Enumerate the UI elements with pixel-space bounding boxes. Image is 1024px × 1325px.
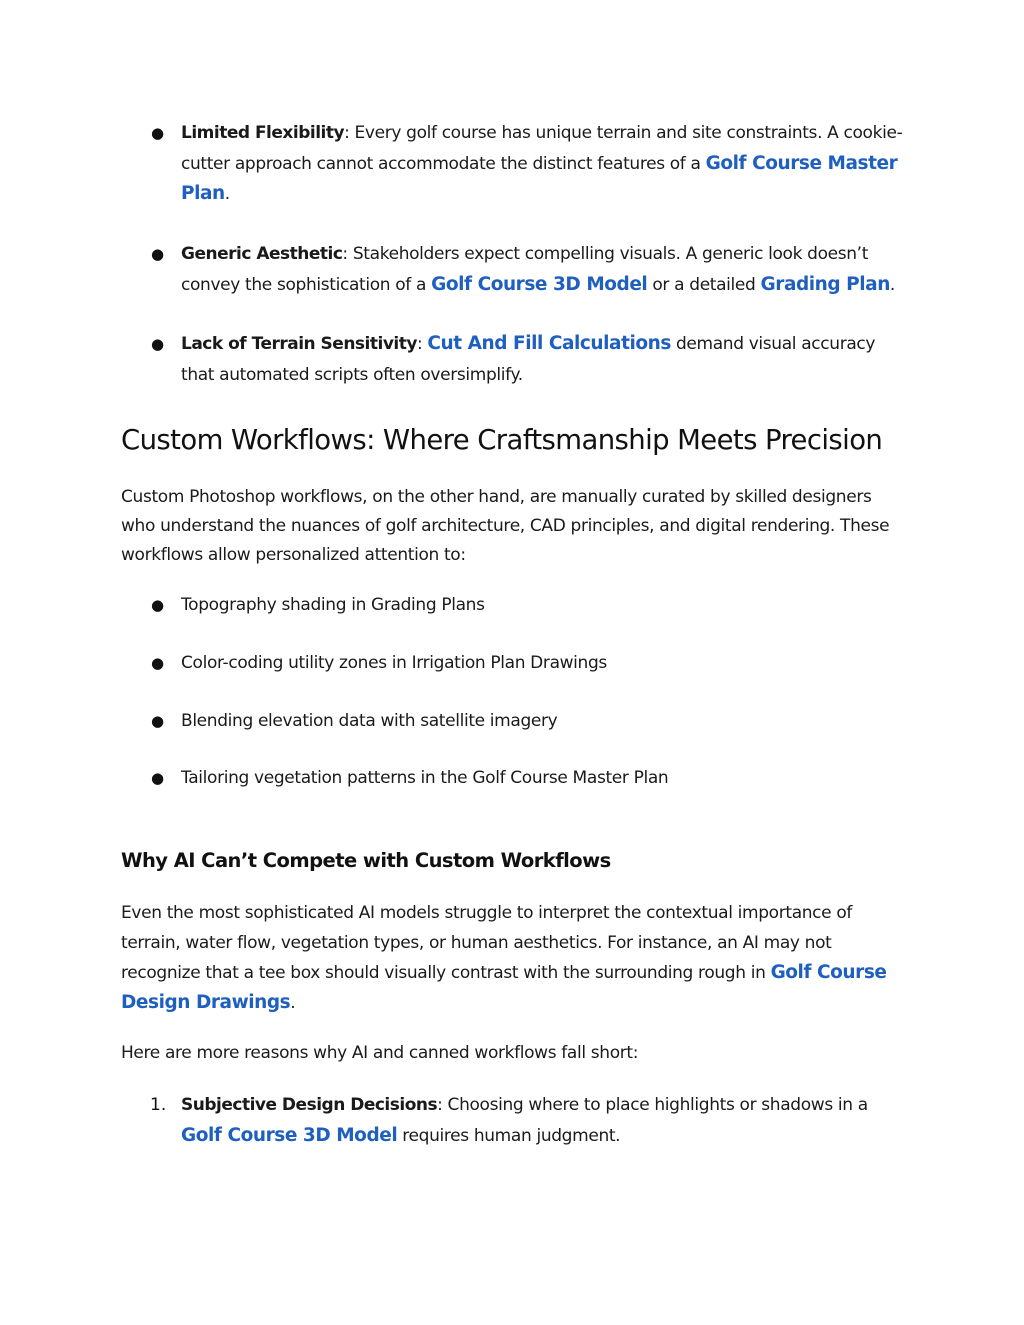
list-item-generic-aesthetic [181,239,903,300]
list-item-text: demand visual accuracy that automated scripts often oversimplify. [181,334,876,385]
list-bullet: ● [151,712,165,730]
list-item-term: Generic Aesthetic [181,244,343,264]
term-colon: : [342,244,348,264]
list-item-terrain-sensitivity [181,329,903,390]
list-item: Blending elevation data with satellite imagery [181,711,558,731]
list-item-text: or a detailed [647,274,761,295]
golf-course-design-drawings-link[interactable]: Golf Course Design Drawings [121,962,887,1013]
term-colon: : [437,1095,443,1115]
golf-course-3d-model-link[interactable]: Golf Course 3D Model [181,1124,398,1146]
why-paragraph [121,898,903,1018]
section-heading-why-ai: Why AI Can’t Compete with Custom Workflows [121,849,611,872]
paragraph-text: Even the most sophisticated AI models struggle to interpret the contextual importance of terrain, water flow, vegetation types, or human aesthetics. For instance, an AI may not recognize that a tee box should visually contrast with the surrounding rough in [121,903,853,983]
list-bullet: ● [151,124,165,142]
list-item-text: Stakeholders expect compelling visuals. A generic look doesn’t convey the sophistication of a [181,244,869,295]
reasons-intro-paragraph: Here are more reasons why AI and canned workflows fall short: [121,1043,639,1063]
cut-and-fill-calculations-link[interactable]: Cut And Fill Calculations [427,333,671,354]
term-colon: : [416,334,423,354]
list-number: 1. [150,1095,167,1115]
list-item-text: . [224,184,230,204]
section-heading-custom-workflows: Custom Workflows: Where Craftsmanship Meets Precision [121,424,883,456]
list-bullet: ● [151,245,165,263]
custom-intro-paragraph: Custom Photoshop workflows, on the other hand, are manually curated by skilled designers who understand the nuances of golf architecture, CAD principles, and digital rendering. These workflows allow personalized attention to: [121,487,890,565]
grading-plan-link[interactable]: Grading Plan [760,273,890,295]
list-bullet: ● [151,769,165,787]
list-item: Tailoring vegetation patterns in the Golf Course Master Plan [181,768,669,788]
term-colon: : [344,123,350,143]
list-item-subjective-design [181,1090,903,1151]
list-item-term: Subjective Design Decisions [181,1095,438,1115]
list-item: Color-coding utility zones in Irrigation Plan Drawings [181,653,607,673]
paragraph-text: . [290,993,296,1013]
list-item-text: requires human judgment. [397,1125,621,1146]
list-item-term: Limited Flexibility [181,123,345,143]
list-bullet: ● [151,596,165,614]
list-item-term: Lack of Terrain Sensitivity [181,334,417,354]
list-bullet: ● [151,654,165,672]
list-item-limited-flexibility [181,118,903,210]
list-item-text: Every golf course has unique terrain and site constraints. A cookie-cutter approach cannot accommodate the distinct features of a [181,123,903,174]
golf-course-3d-model-link[interactable]: Golf Course 3D Model [431,273,648,295]
golf-course-master-plan-link[interactable]: Golf Course Master Plan [181,152,898,204]
list-item-text: Choosing where to place highlights or shadows in a [442,1095,868,1115]
list-bullet: ● [151,335,165,353]
list-item: Topography shading in Grading Plans [181,595,485,615]
list-item-text: . [889,274,895,295]
